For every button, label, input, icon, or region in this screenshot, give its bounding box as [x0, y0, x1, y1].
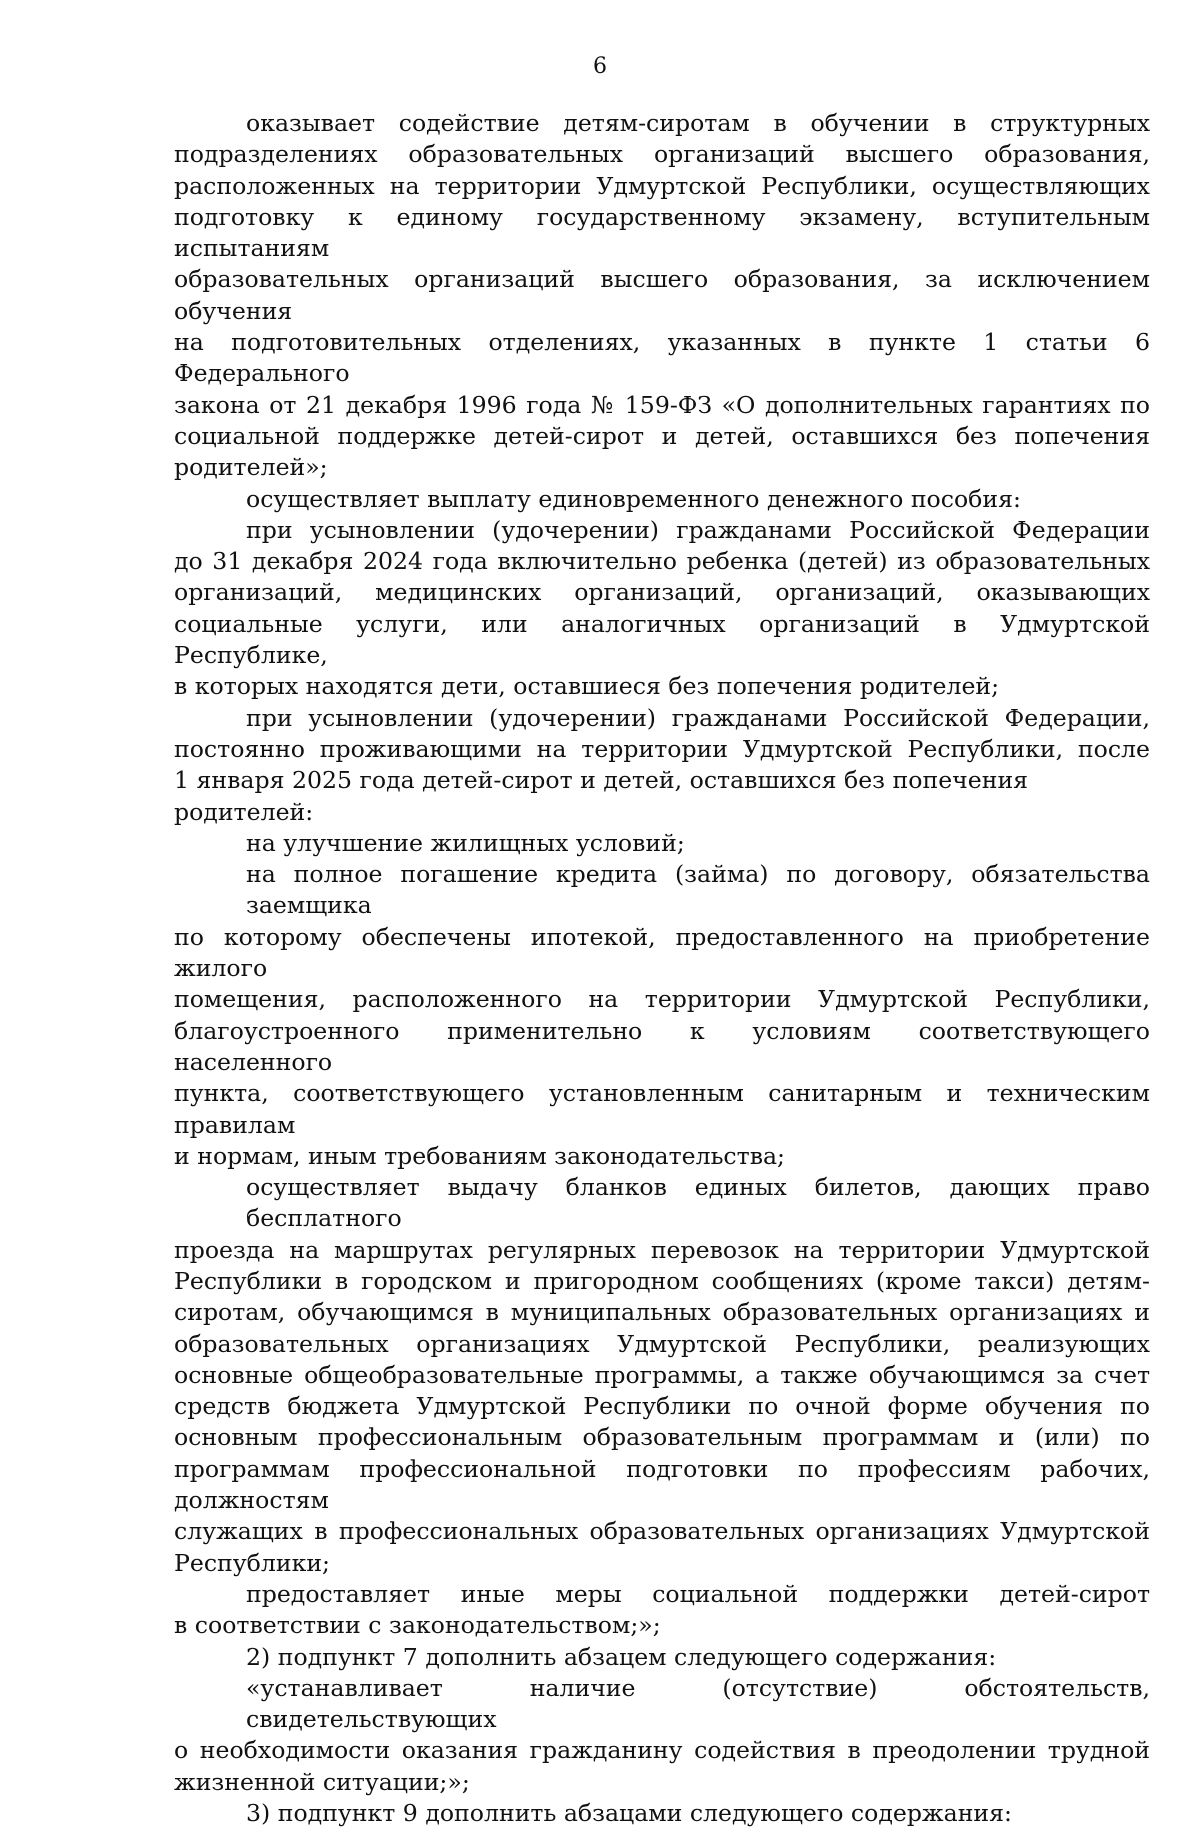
text-line: на полное погашение кредита (займа) по договору, обязательства заемщика — [246, 860, 1150, 920]
text-line: 1 января 2025 года детей-сирот и детей, оставшихся без попечения родителей: — [174, 766, 1029, 826]
text-line: образовательных организациях Удмуртской Республики, реализующих — [174, 1329, 1150, 1358]
text-line: в которых находятся дети, оставшиеся без попечения родителей; — [174, 672, 1000, 701]
text-line: пункта, соответствующего установленным санитарным и техническим правилам — [174, 1079, 1150, 1139]
text-line: помещения, расположенного на территории Удмуртской Республики, — [174, 985, 1150, 1014]
text-line: подразделениях образовательных организаций высшего образования, — [174, 140, 1150, 169]
text-line: сиротам, обучающимся в муниципальных образовательных организациях и — [174, 1298, 1150, 1327]
text-line: расположенных на территории Удмуртской Республики, осуществляющих — [174, 171, 1150, 200]
text-line: средств бюджета Удмуртской Республики по очной форме обучения по — [174, 1392, 1150, 1421]
text-line: в соответствии с законодательством;»; — [174, 1611, 661, 1640]
text-line: при усыновлении (удочерении) гражданами Российской Федерации, — [246, 703, 1150, 732]
text-line: основные общеобразовательные программы, а также обучающимся за счет — [174, 1360, 1150, 1389]
text-line: 3) подпункт 9 дополнить абзацами следующего содержания: — [246, 1799, 1012, 1828]
text-line: и нормам, иным требованиям законодательства; — [174, 1141, 785, 1170]
text-line: Республики в городском и пригородном сообщениях (кроме такси) детям- — [174, 1266, 1150, 1295]
text-line: 2) подпункт 7 дополнить абзацем следующего содержания: — [246, 1642, 997, 1671]
text-line: благоустроенного применительно к условиям соответствующего населенного — [174, 1016, 1150, 1076]
text-line: при усыновлении (удочерении) гражданами Российской Федерации — [246, 515, 1150, 544]
text-line: осуществляет выплату единовременного денежного пособия: — [246, 484, 1021, 513]
text-line: социальные услуги, или аналогичных организаций в Удмуртской Республике, — [174, 609, 1150, 670]
text-line: социальной поддержке детей-сирот и детей, оставшихся без попечения — [174, 421, 1150, 450]
text-line: закона от 21 декабря 1996 года № 159-ФЗ «О дополнительных гарантиях по — [174, 390, 1150, 419]
text-line: о необходимости оказания гражданину содействия в преодолении трудной — [174, 1736, 1150, 1765]
text-line: «устанавливает наличие (отсутствие) обстоятельств, свидетельствующих — [246, 1673, 1150, 1734]
text-line: постоянно проживающими на территории Удмуртской Республики, после — [174, 734, 1150, 763]
text-line: на подготовительных отделениях, указанных в пункте 1 статьи 6 Федерального — [174, 328, 1150, 388]
text-line: подготовку к единому государственному экзамену, вступительным испытаниям — [174, 202, 1150, 263]
text-line: служащих в профессиональных образовательных организациях Удмуртской — [174, 1517, 1150, 1546]
text-line: основным профессиональным образовательным программам и (или) по — [174, 1423, 1150, 1452]
text-line: родителей»; — [174, 453, 328, 482]
text-line: предоставляет иные меры социальной поддержки детей-сирот — [246, 1579, 1150, 1608]
text-line: проезда на маршрутах регулярных перевозок на территории Удмуртской — [174, 1235, 1150, 1264]
document-body — [174, 108, 1150, 1829]
text-line: образовательных организаций высшего образования, за исключением обучения — [174, 265, 1150, 325]
text-line: на улучшение жилищных условий; — [246, 828, 685, 857]
text-line: Республики; — [174, 1548, 330, 1577]
text-line: до 31 декабря 2024 года включительно ребенка (детей) из образовательных — [174, 547, 1150, 576]
text-line: по которому обеспечены ипотекой, предоставленного на приобретение жилого — [174, 922, 1150, 983]
text-line: организаций, медицинских организаций, организаций, оказывающих — [174, 578, 1150, 607]
text-line: программам профессиональной подготовки по профессиям рабочих, должностям — [174, 1454, 1150, 1515]
page-number: 6 — [593, 54, 607, 79]
text-line: оказывает содействие детям-сиротам в обучении в структурных — [246, 109, 1150, 137]
text-line: осуществляет выдачу бланков единых билетов, дающих право бесплатного — [246, 1173, 1150, 1233]
text-line: жизненной ситуации;»; — [174, 1767, 470, 1796]
